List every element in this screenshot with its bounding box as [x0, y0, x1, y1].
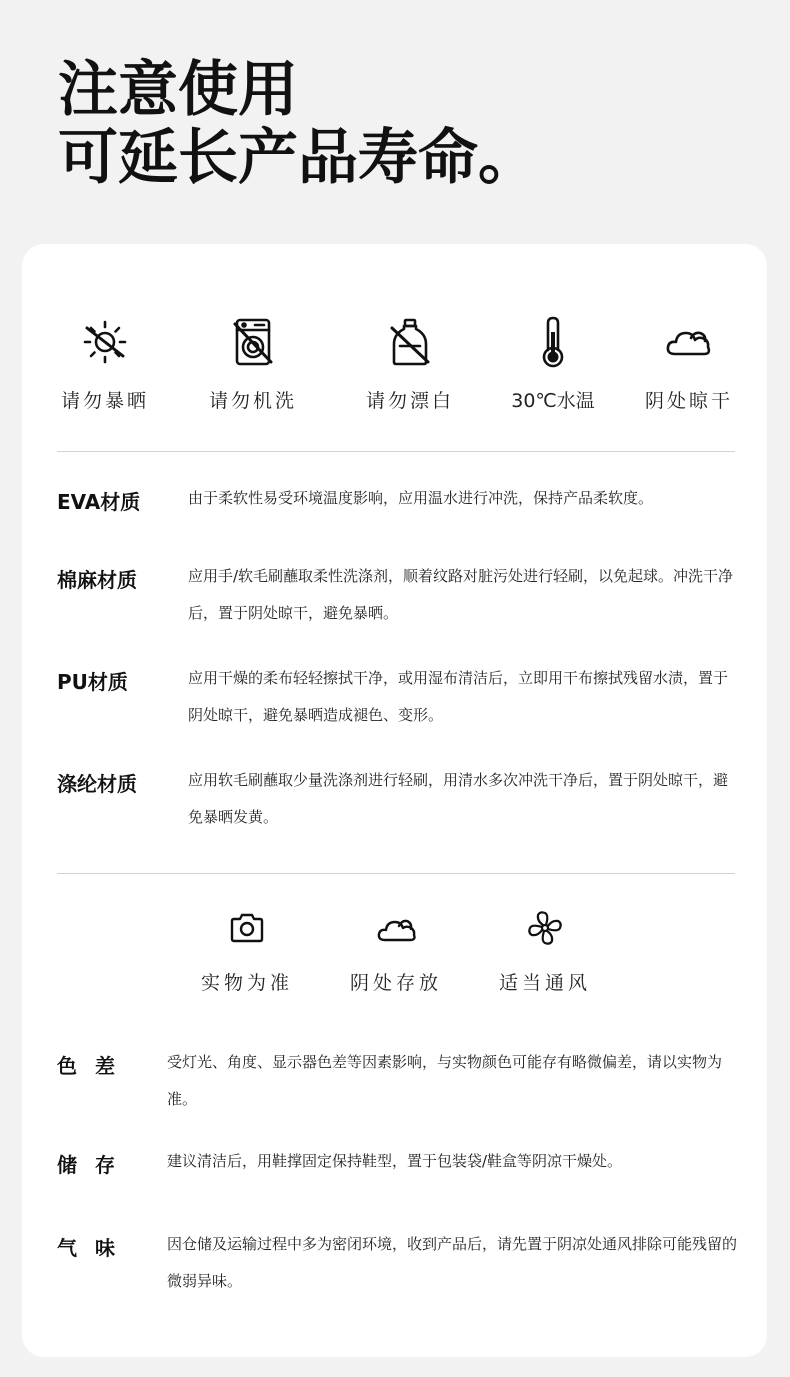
care-icon-row [22, 314, 767, 424]
divider-top [57, 451, 735, 452]
no-bleach-icon [382, 314, 438, 370]
no-machine-wash-icon [225, 314, 281, 370]
care-label: 请勿机洗 [208, 390, 297, 412]
tip-item-actual-product [182, 908, 312, 995]
material-name: PU材质 [57, 670, 128, 694]
material-name: 涤纶材质 [57, 772, 137, 796]
page-headline [58, 56, 538, 192]
tip-label: 适当通风 [498, 972, 591, 994]
material-desc: 应用干燥的柔布轻轻擦拭干净，或用湿布清洁后，立即用干布擦拭残留水渍，置于阴处晾干，避免暴晒造成褪色、变形。 [188, 669, 729, 724]
cloud-icon [376, 908, 416, 948]
care-item-water-temp [488, 314, 618, 413]
care-item-no-sun [40, 314, 170, 413]
tip-label: 阴处存放 [349, 972, 442, 994]
tips-icon-row [22, 908, 767, 1008]
note-desc: 受灯光、角度、显示器色差等因素影响，与实物颜色可能存有略微偏差，请以实物为准。 [167, 1053, 723, 1108]
thermometer-icon [525, 314, 581, 370]
camera-icon [227, 908, 267, 948]
care-item-no-machine-wash [188, 314, 318, 413]
cloud-icon [661, 314, 717, 370]
headline-line-1: 注意使用 [58, 55, 298, 125]
divider-middle [57, 873, 735, 874]
fan-icon [525, 908, 565, 948]
note-desc: 建议清洁后，用鞋撑固定保持鞋型，置于包装袋/鞋盒等阴凉干燥处。 [167, 1152, 623, 1170]
note-name: 色差 [57, 1054, 133, 1078]
care-card [22, 244, 767, 1357]
care-label: 请勿漂白 [365, 390, 454, 412]
care-item-shade-dry [624, 314, 754, 413]
material-desc: 应用手/软毛刷蘸取柔性洗涤剂，顺着纹路对脏污处进行轻刷，以免起球。冲洗干净后，置于阴处晾干，避免暴晒。 [188, 567, 734, 622]
tip-label: 实物为准 [200, 972, 293, 994]
material-desc: 应用软毛刷蘸取少量洗涤剂进行轻刷，用清水多次冲洗干净后，置于阴处晾干，避免暴晒发黄。 [188, 771, 729, 826]
care-item-no-bleach [345, 314, 475, 413]
tip-item-ventilation [480, 908, 610, 995]
material-desc: 由于柔软性易受环境温度影响，应用温水进行冲洗，保持产品柔软度。 [188, 489, 654, 507]
care-label: 30℃水温 [511, 390, 595, 412]
note-desc: 因仓储及运输过程中多为密闭环境，收到产品后，请先置于阴凉处通风排除可能残留的微弱异味。 [167, 1235, 738, 1290]
material-name: 棉麻材质 [57, 568, 137, 592]
care-label: 阴处晾干 [644, 390, 733, 412]
note-name: 储存 [57, 1153, 133, 1177]
tip-item-shade-storage [331, 908, 461, 995]
note-name: 气味 [57, 1236, 133, 1260]
material-name: EVA材质 [57, 490, 141, 514]
care-label: 请勿暴晒 [60, 390, 149, 412]
headline-line-2: 可延长产品寿命。 [58, 123, 538, 193]
no-sun-icon [77, 314, 133, 370]
